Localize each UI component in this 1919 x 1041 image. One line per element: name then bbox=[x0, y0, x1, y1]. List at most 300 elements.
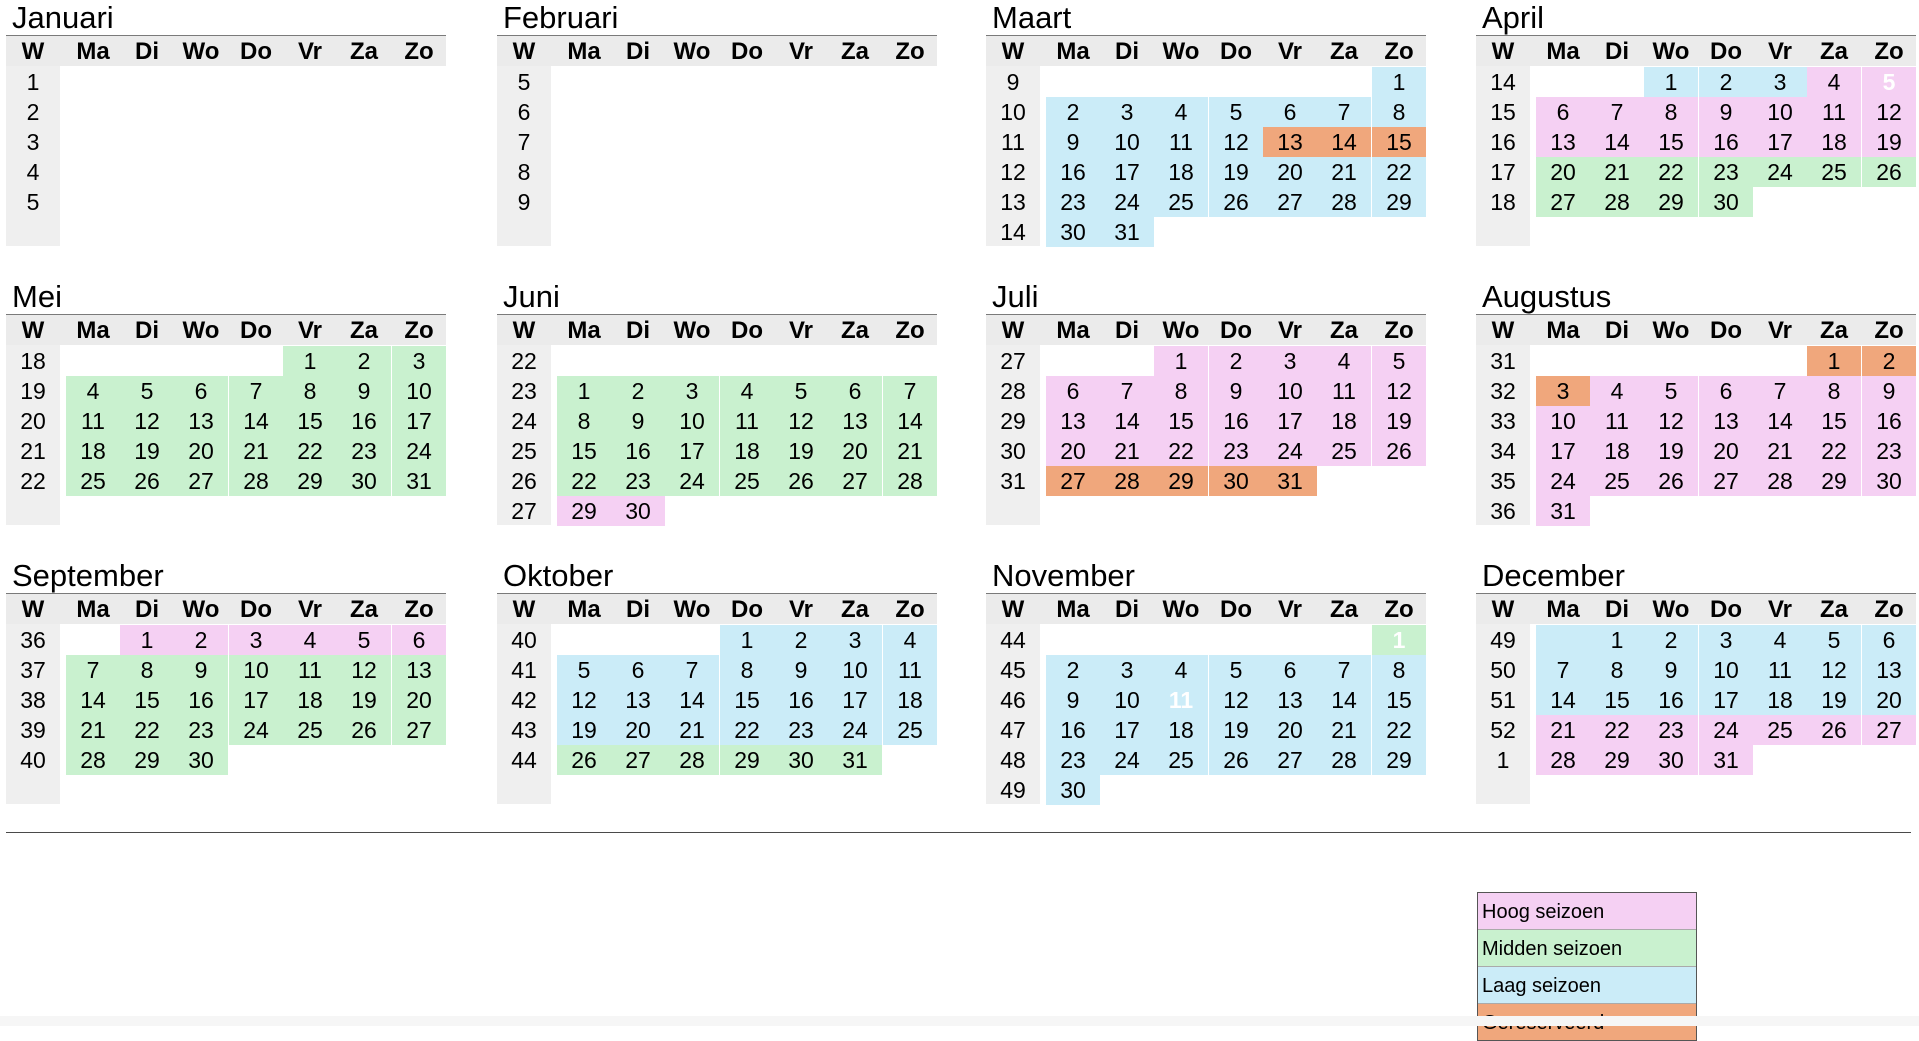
weekday-header-cell: Zo bbox=[1874, 596, 1904, 623]
weekday-header-cell: Za bbox=[1819, 596, 1848, 623]
day-cell: 8 bbox=[557, 406, 611, 436]
weekday-header bbox=[6, 35, 446, 66]
weekday-header-cell: Di bbox=[135, 317, 159, 344]
week-number: 9 bbox=[517, 189, 531, 215]
day-cell: 3 bbox=[1753, 67, 1807, 97]
day-cell: 11 bbox=[1807, 97, 1861, 127]
day-cell: 27 bbox=[828, 466, 882, 496]
day-cell: 7 bbox=[883, 376, 937, 406]
day-cell: 23 bbox=[174, 715, 228, 745]
weekday-header-cell: Vr bbox=[788, 38, 814, 65]
day-cell: 9 bbox=[1699, 97, 1753, 127]
weekday-header-cell: Vr bbox=[1277, 38, 1303, 65]
day-cell: 6 bbox=[1699, 376, 1753, 406]
day-cell: 1 bbox=[283, 346, 337, 376]
weekday-header-cell: Wo bbox=[673, 317, 711, 344]
empty-day-cell bbox=[1590, 346, 1644, 376]
day-cell: 31 bbox=[1699, 745, 1753, 775]
week-number: 37 bbox=[20, 657, 46, 683]
week-number: 49 bbox=[1490, 627, 1516, 653]
day-cell: 21 bbox=[66, 715, 120, 745]
day-cell: 26 bbox=[1372, 436, 1426, 466]
day-cell: 16 bbox=[174, 685, 228, 715]
day-cell: 30 bbox=[337, 466, 391, 496]
month-februari bbox=[497, 0, 937, 250]
day-cell: 2 bbox=[174, 625, 228, 655]
day-cell: 23 bbox=[1862, 436, 1916, 466]
week-number: 30 bbox=[1000, 438, 1026, 464]
week-number: 5 bbox=[26, 189, 40, 215]
week-number: 6 bbox=[517, 99, 531, 125]
weekday-header-cell: Wo bbox=[182, 317, 220, 344]
week-number: 48 bbox=[1000, 747, 1026, 773]
day-cell: 23 bbox=[1046, 187, 1100, 217]
week-number: 12 bbox=[1000, 159, 1026, 185]
weekday-header-cell: Di bbox=[626, 38, 650, 65]
weekday-header-cell: Vr bbox=[788, 596, 814, 623]
day-cell: 5 bbox=[1209, 97, 1263, 127]
day-cell: 2 bbox=[774, 625, 828, 655]
day-cell: 22 bbox=[283, 436, 337, 466]
day-cell: 5 bbox=[337, 625, 391, 655]
day-cell: 24 bbox=[1536, 466, 1590, 496]
day-cell: 24 bbox=[828, 715, 882, 745]
day-cell: 6 bbox=[1046, 376, 1100, 406]
week-number: 9 bbox=[1006, 69, 1020, 95]
weekday-header-cell: Zo bbox=[1384, 317, 1414, 344]
day-cell: 22 bbox=[120, 715, 174, 745]
month-mei bbox=[6, 279, 446, 529]
empty-day-cell bbox=[1699, 346, 1753, 376]
day-cell: 25 bbox=[283, 715, 337, 745]
weekday-header-cell: Za bbox=[1819, 317, 1848, 344]
day-cell: 24 bbox=[665, 466, 719, 496]
day-cell: 28 bbox=[1100, 466, 1154, 496]
empty-day-cell bbox=[66, 346, 120, 376]
day-cell: 28 bbox=[665, 745, 719, 775]
day-cell: 26 bbox=[120, 466, 174, 496]
weekday-header-cell: Di bbox=[1115, 596, 1139, 623]
week-number: 14 bbox=[1000, 219, 1026, 245]
day-cell: 20 bbox=[1263, 715, 1317, 745]
day-cell: 28 bbox=[1536, 745, 1590, 775]
day-cell: 24 bbox=[1753, 157, 1807, 187]
day-cell: 17 bbox=[229, 685, 283, 715]
day-cell: 4 bbox=[720, 376, 774, 406]
day-cell: 29 bbox=[1372, 745, 1426, 775]
day-cell: 8 bbox=[1372, 655, 1426, 685]
day-cell: 24 bbox=[229, 715, 283, 745]
day-cell: 28 bbox=[1590, 187, 1644, 217]
day-cell: 29 bbox=[720, 745, 774, 775]
day-cell: 17 bbox=[1536, 436, 1590, 466]
day-cell: 10 bbox=[1699, 655, 1753, 685]
month-title: December bbox=[1482, 558, 1625, 593]
day-cell: 4 bbox=[1753, 625, 1807, 655]
day-cell: 8 bbox=[1590, 655, 1644, 685]
empty-day-cell bbox=[1536, 346, 1590, 376]
month-title: Januari bbox=[12, 0, 114, 35]
weekday-header-cell: Do bbox=[1710, 596, 1742, 623]
day-cell: 3 bbox=[1263, 346, 1317, 376]
month-december bbox=[1476, 558, 1916, 808]
day-cell: 21 bbox=[1753, 436, 1807, 466]
month-maart bbox=[986, 0, 1426, 250]
day-cell: 5 bbox=[1862, 67, 1916, 97]
day-cell: 22 bbox=[1807, 436, 1861, 466]
weekday-header-cell: Do bbox=[240, 596, 272, 623]
day-cell: 20 bbox=[1263, 157, 1317, 187]
day-cell: 3 bbox=[1699, 625, 1753, 655]
week-number: 10 bbox=[1000, 99, 1026, 125]
week-number: 2 bbox=[26, 99, 40, 125]
day-cell: 14 bbox=[1100, 406, 1154, 436]
weekday-header-cell: Do bbox=[1220, 38, 1252, 65]
weekday-header-cell: Di bbox=[1605, 38, 1629, 65]
day-cell: 15 bbox=[557, 436, 611, 466]
week-number: 40 bbox=[20, 747, 46, 773]
day-cell: 19 bbox=[1807, 685, 1861, 715]
weekday-header-cell: Vr bbox=[297, 596, 323, 623]
week-number: 36 bbox=[20, 627, 46, 653]
day-cell: 11 bbox=[1154, 685, 1208, 715]
weekday-header bbox=[1476, 593, 1916, 624]
week-number: 28 bbox=[1000, 378, 1026, 404]
weekday-header-cell: Za bbox=[1329, 596, 1358, 623]
weekday-header-cell: Zo bbox=[404, 596, 434, 623]
day-cell: 18 bbox=[883, 685, 937, 715]
day-cell: 6 bbox=[1263, 655, 1317, 685]
day-cell: 14 bbox=[1590, 127, 1644, 157]
day-cell: 17 bbox=[828, 685, 882, 715]
week-number: 16 bbox=[1490, 129, 1516, 155]
day-cell: 22 bbox=[557, 466, 611, 496]
empty-day-cell bbox=[1263, 625, 1317, 655]
day-cell: 27 bbox=[1536, 187, 1590, 217]
month-oktober bbox=[497, 558, 937, 808]
weekday-header-cell: Zo bbox=[404, 317, 434, 344]
day-cell: 21 bbox=[665, 715, 719, 745]
day-cell: 28 bbox=[66, 745, 120, 775]
weekday-header-cell: Zo bbox=[1384, 596, 1414, 623]
day-cell: 2 bbox=[1862, 346, 1916, 376]
day-cell: 1 bbox=[1590, 625, 1644, 655]
week-number: 5 bbox=[517, 69, 531, 95]
day-cell: 27 bbox=[1046, 466, 1100, 496]
day-cell: 13 bbox=[1046, 406, 1100, 436]
month-juli bbox=[986, 279, 1426, 529]
week-number: 19 bbox=[20, 378, 46, 404]
day-cell: 25 bbox=[720, 466, 774, 496]
day-cell: 9 bbox=[774, 655, 828, 685]
day-cell: 15 bbox=[1644, 127, 1698, 157]
day-cell: 29 bbox=[1154, 466, 1208, 496]
day-cell: 29 bbox=[1590, 745, 1644, 775]
week-number: 7 bbox=[517, 129, 531, 155]
day-cell: 18 bbox=[1753, 685, 1807, 715]
day-cell: 17 bbox=[1100, 157, 1154, 187]
day-cell: 16 bbox=[611, 436, 665, 466]
empty-day-cell bbox=[1100, 625, 1154, 655]
day-cell: 1 bbox=[1644, 67, 1698, 97]
day-cell: 23 bbox=[1209, 436, 1263, 466]
weekday-header-cell: Ma bbox=[567, 38, 601, 65]
week-number: 21 bbox=[20, 438, 46, 464]
weekday-header-cell: Wo bbox=[1652, 38, 1690, 65]
day-cell: 6 bbox=[1862, 625, 1916, 655]
weekday-header-cell: Vr bbox=[1767, 317, 1793, 344]
legend-item-low-season: Laag seizoen bbox=[1478, 966, 1696, 1003]
day-cell: 11 bbox=[883, 655, 937, 685]
day-cell: 26 bbox=[557, 745, 611, 775]
day-cell: 30 bbox=[1699, 187, 1753, 217]
day-cell: 14 bbox=[66, 685, 120, 715]
day-cell: 16 bbox=[1209, 406, 1263, 436]
day-cell: 10 bbox=[1100, 685, 1154, 715]
day-cell: 30 bbox=[611, 496, 665, 526]
day-cell: 21 bbox=[1317, 157, 1371, 187]
month-title: April bbox=[1482, 0, 1545, 35]
day-cell: 3 bbox=[1100, 655, 1154, 685]
day-cell: 10 bbox=[392, 376, 446, 406]
day-cell: 29 bbox=[1807, 466, 1861, 496]
day-cell: 4 bbox=[283, 625, 337, 655]
weekday-header-cell: Wo bbox=[1162, 596, 1200, 623]
day-cell: 28 bbox=[1753, 466, 1807, 496]
day-cell: 27 bbox=[174, 466, 228, 496]
weekday-header-cell: Zo bbox=[895, 38, 925, 65]
day-cell: 21 bbox=[229, 436, 283, 466]
day-cell: 25 bbox=[1317, 436, 1371, 466]
day-cell: 26 bbox=[1644, 466, 1698, 496]
day-cell: 2 bbox=[1046, 655, 1100, 685]
weekday-header-cell: Za bbox=[349, 596, 378, 623]
day-cell: 18 bbox=[66, 436, 120, 466]
week-number: 18 bbox=[1490, 189, 1516, 215]
week-number: 43 bbox=[511, 717, 537, 743]
day-cell: 6 bbox=[611, 655, 665, 685]
day-cell: 2 bbox=[1209, 346, 1263, 376]
day-cell: 18 bbox=[1590, 436, 1644, 466]
weekday-header bbox=[6, 593, 446, 624]
day-cell: 2 bbox=[1644, 625, 1698, 655]
day-cell: 16 bbox=[337, 406, 391, 436]
weekday-header-cell: Do bbox=[731, 317, 763, 344]
weekday-header-cell: Ma bbox=[1546, 38, 1580, 65]
weekday-header-cell: Ma bbox=[76, 317, 110, 344]
day-cell: 11 bbox=[720, 406, 774, 436]
day-cell: 6 bbox=[828, 376, 882, 406]
day-cell: 19 bbox=[557, 715, 611, 745]
empty-day-cell bbox=[1263, 67, 1317, 97]
weekday-header-cell: Za bbox=[1819, 38, 1848, 65]
day-cell: 26 bbox=[1209, 187, 1263, 217]
day-cell: 6 bbox=[174, 376, 228, 406]
weekday-header-cell: Za bbox=[840, 38, 869, 65]
weekday-header-cell: Ma bbox=[1056, 317, 1090, 344]
day-cell: 27 bbox=[392, 715, 446, 745]
day-cell: 26 bbox=[1807, 715, 1861, 745]
weekday-header-cell: Di bbox=[1115, 317, 1139, 344]
week-number: 44 bbox=[1000, 627, 1026, 653]
day-cell: 21 bbox=[1536, 715, 1590, 745]
day-cell: 5 bbox=[774, 376, 828, 406]
weekday-header bbox=[1476, 314, 1916, 345]
day-cell: 24 bbox=[1263, 436, 1317, 466]
day-cell: 2 bbox=[337, 346, 391, 376]
day-cell: 30 bbox=[774, 745, 828, 775]
day-cell: 13 bbox=[1536, 127, 1590, 157]
day-cell: 7 bbox=[1317, 655, 1371, 685]
day-cell: 6 bbox=[1536, 97, 1590, 127]
day-cell: 19 bbox=[1209, 715, 1263, 745]
empty-day-cell bbox=[120, 346, 174, 376]
day-cell: 17 bbox=[392, 406, 446, 436]
day-cell: 13 bbox=[1263, 127, 1317, 157]
day-cell: 27 bbox=[611, 745, 665, 775]
day-cell: 13 bbox=[1263, 685, 1317, 715]
weekday-header-cell: Wo bbox=[1162, 317, 1200, 344]
day-cell: 17 bbox=[1699, 685, 1753, 715]
day-cell: 7 bbox=[66, 655, 120, 685]
weekday-header bbox=[986, 35, 1426, 66]
day-cell: 4 bbox=[883, 625, 937, 655]
empty-day-cell bbox=[1154, 625, 1208, 655]
week-number: 47 bbox=[1000, 717, 1026, 743]
day-cell: 1 bbox=[1372, 67, 1426, 97]
week-number: 41 bbox=[511, 657, 537, 683]
day-cell: 25 bbox=[66, 466, 120, 496]
day-cell: 30 bbox=[1862, 466, 1916, 496]
empty-day-cell bbox=[1536, 625, 1590, 655]
day-cell: 18 bbox=[720, 436, 774, 466]
month-april bbox=[1476, 0, 1916, 250]
week-number: 38 bbox=[20, 687, 46, 713]
legend-item-high-season: Hoog seizoen bbox=[1478, 893, 1696, 929]
day-cell: 12 bbox=[1372, 376, 1426, 406]
day-cell: 25 bbox=[1154, 745, 1208, 775]
day-cell: 30 bbox=[1046, 217, 1100, 247]
day-cell: 1 bbox=[1807, 346, 1861, 376]
day-cell: 2 bbox=[1699, 67, 1753, 97]
month-title: Maart bbox=[992, 0, 1072, 35]
day-cell: 9 bbox=[1209, 376, 1263, 406]
weekday-header-cell: Ma bbox=[1056, 38, 1090, 65]
weekday-header-cell: Vr bbox=[1277, 596, 1303, 623]
day-cell: 2 bbox=[611, 376, 665, 406]
week-number: 42 bbox=[511, 687, 537, 713]
day-cell: 25 bbox=[1807, 157, 1861, 187]
week-column-header: W bbox=[21, 596, 45, 623]
week-column-header: W bbox=[1001, 596, 1025, 623]
weekday-header bbox=[1476, 35, 1916, 66]
weekday-header-cell: Do bbox=[240, 38, 272, 65]
week-column-header: W bbox=[512, 38, 536, 65]
day-cell: 8 bbox=[120, 655, 174, 685]
day-cell: 31 bbox=[828, 745, 882, 775]
day-cell: 20 bbox=[611, 715, 665, 745]
day-cell: 9 bbox=[611, 406, 665, 436]
empty-day-cell bbox=[1753, 346, 1807, 376]
day-cell: 12 bbox=[1862, 97, 1916, 127]
day-cell: 18 bbox=[1154, 715, 1208, 745]
day-cell: 27 bbox=[1263, 187, 1317, 217]
day-cell: 19 bbox=[774, 436, 828, 466]
month-september bbox=[6, 558, 446, 808]
week-number: 20 bbox=[20, 408, 46, 434]
day-cell: 25 bbox=[1590, 466, 1644, 496]
empty-day-cell bbox=[229, 346, 283, 376]
day-cell: 3 bbox=[1536, 376, 1590, 406]
week-number: 4 bbox=[26, 159, 40, 185]
day-cell: 7 bbox=[1753, 376, 1807, 406]
day-cell: 26 bbox=[1862, 157, 1916, 187]
weekday-header-cell: Wo bbox=[1652, 596, 1690, 623]
day-cell: 22 bbox=[1372, 157, 1426, 187]
day-cell: 24 bbox=[392, 436, 446, 466]
weekday-header-cell: Do bbox=[731, 596, 763, 623]
day-cell: 2 bbox=[1046, 97, 1100, 127]
day-cell: 10 bbox=[1753, 97, 1807, 127]
week-number: 26 bbox=[511, 468, 537, 494]
week-number: 34 bbox=[1490, 438, 1516, 464]
day-cell: 15 bbox=[1372, 127, 1426, 157]
day-cell: 6 bbox=[392, 625, 446, 655]
weekday-header-cell: Wo bbox=[1652, 317, 1690, 344]
day-cell: 30 bbox=[1644, 745, 1698, 775]
day-cell: 12 bbox=[337, 655, 391, 685]
day-cell: 26 bbox=[774, 466, 828, 496]
day-cell: 8 bbox=[1154, 376, 1208, 406]
weekday-header-cell: Za bbox=[349, 38, 378, 65]
empty-day-cell bbox=[1046, 67, 1100, 97]
weekday-header-cell: Ma bbox=[76, 38, 110, 65]
month-title: Juni bbox=[503, 279, 560, 314]
week-number: 11 bbox=[1001, 129, 1025, 155]
weekday-header-cell: Di bbox=[1605, 317, 1629, 344]
day-cell: 4 bbox=[1317, 346, 1371, 376]
day-cell: 15 bbox=[720, 685, 774, 715]
week-column-header: W bbox=[1001, 38, 1025, 65]
empty-day-cell bbox=[1317, 67, 1371, 97]
day-cell: 14 bbox=[1317, 685, 1371, 715]
day-cell: 9 bbox=[1644, 655, 1698, 685]
weekday-header-cell: Za bbox=[840, 317, 869, 344]
day-cell: 4 bbox=[1590, 376, 1644, 406]
day-cell: 16 bbox=[1046, 715, 1100, 745]
empty-day-cell bbox=[1100, 67, 1154, 97]
day-cell: 18 bbox=[1154, 157, 1208, 187]
day-cell: 19 bbox=[120, 436, 174, 466]
day-cell: 9 bbox=[174, 655, 228, 685]
weekday-header-cell: Do bbox=[1220, 317, 1252, 344]
weekday-header-cell: Ma bbox=[567, 317, 601, 344]
day-cell: 30 bbox=[1046, 775, 1100, 805]
legend-item-mid-season: Midden seizoen bbox=[1478, 929, 1696, 966]
week-column-header: W bbox=[1491, 596, 1515, 623]
week-column-header: W bbox=[21, 38, 45, 65]
week-number: 22 bbox=[20, 468, 46, 494]
week-number: 36 bbox=[1490, 498, 1516, 524]
day-cell: 13 bbox=[611, 685, 665, 715]
day-cell: 26 bbox=[1209, 745, 1263, 775]
week-number: 31 bbox=[1000, 468, 1026, 494]
empty-day-cell bbox=[1644, 346, 1698, 376]
day-cell: 10 bbox=[665, 406, 719, 436]
weekday-header bbox=[497, 593, 937, 624]
weekday-header-cell: Zo bbox=[404, 38, 434, 65]
week-number: 27 bbox=[1000, 348, 1026, 374]
